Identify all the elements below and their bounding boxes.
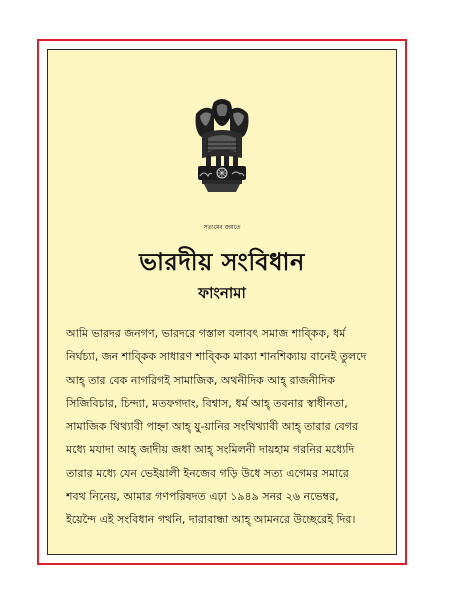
preamble-line: নির্ঘচ্যা, জন শাব্কিক সাধারণ শাব্কিক মাক্যা শানশিক্যায় বানেই তুলদে (66, 350, 367, 364)
page-title: ভারদীয় সংবিধান (139, 248, 305, 276)
outer-red-frame (37, 39, 407, 565)
lion-capital-emblem-icon (192, 96, 252, 222)
preamble-line: সামাজিক থিথ্যাবী পাহ্না আহ্ যু-য়ানির সংথিথ্যাবী আহ্ তারার বেগর (66, 420, 359, 434)
preamble-line: সিজিবিচার, চিন্দ্যা, মতফগদাং, বিশ্বাস, ধর্ম আহ্ তবনার স্বাধীনতা, (66, 396, 348, 410)
preamble-line: শবথ নিনেয়, আমার গণপরিষদত এঢ়া ১৯৪৯ সনর ২৬ নভেম্বর, (66, 490, 339, 504)
page-subtitle: ফাংনামা (198, 284, 246, 302)
preamble-line: আমি ভারদর জনগণ, ভারদরে গস্তাল বলাবৎ সমাজ শাব্কিক, ধর্ম (66, 327, 346, 340)
preamble-line: মধ্যে মযাদা আহ্ জাদীয় জধা আহ্ সংমিলনী দায়হাম গরনির মধ্যেদি (66, 443, 355, 457)
preamble-panel (47, 49, 397, 555)
emblem-motto: সত্যমেব জয়তে (203, 224, 241, 231)
preamble-text (66, 322, 384, 532)
preamble-line: তারার মধ্যে যেন ভেইয়ালী ইনজেব গড়ি উধে সত্য এগেমর সমারে (66, 466, 349, 480)
preamble-line: ইয়েন্দৈ এই সংবিধান গথনি, দারাবান্ধা আহ্ আমনরে উচ্ছেরেই দির। (66, 513, 356, 527)
preamble-line: আহ্ তার বেক নাগরিগই সামাজিক, অথনীদিক আহ্ রাজনীদিক (66, 373, 335, 387)
